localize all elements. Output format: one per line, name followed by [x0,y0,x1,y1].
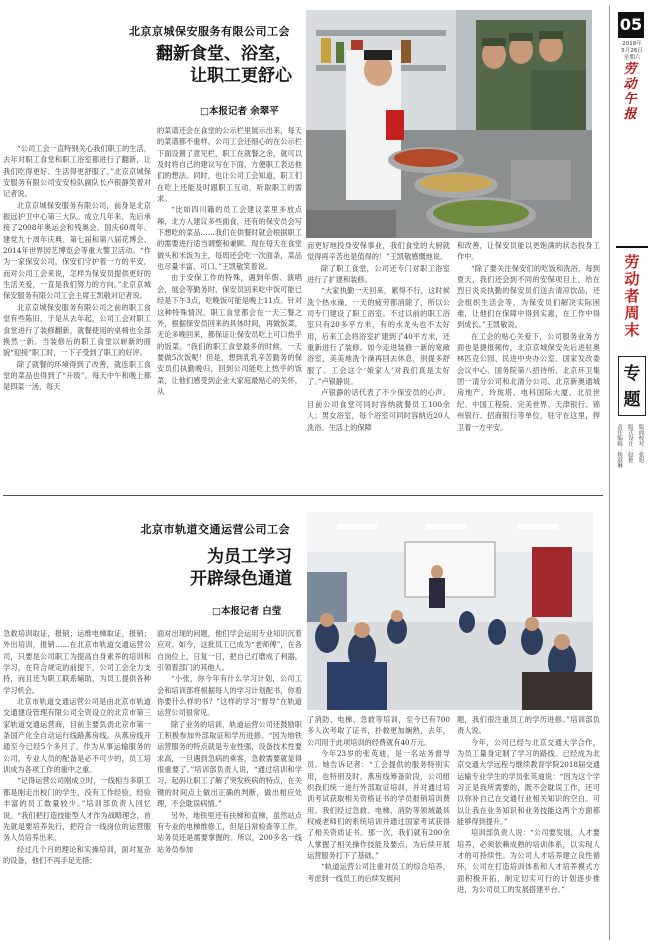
credit-editor: 责任编辑：杨淑琳 [616,424,622,468]
story1-headline-line1: 翻新食堂、浴室， [156,44,292,64]
issue-date-day: 5月26日 [621,48,643,54]
story1-col1-para2: 北京京城保安服务有限公司，前身是北京振远护卫中心第三大队。成立几年来，先后承接了2008年奥运会和残奥会、国庆60周年、建党九十周年庆典、第七届和第八届花博会、2014年世界园艺博览会等重大警卫活动。“作为一家保安公司，保安们守护着一方的平安，而对公司工会来说，怎样为保安员提供更好的生活关爱，一直是我们努力的方向。”北京京城保安服务有限公司工会主席王凯敬对记者说。 [3,200,151,301]
issue-date-year: 2018年 [622,41,642,47]
story2-col3-para3: “轨道运营公司注重对员工的综合培养，考虑到一线员工的后续发展问 [307,862,450,883]
credit-designer: 版式设计：赵艳 [626,424,633,463]
story1-col4-para3: 在工会的贴心关爱下，公司服务业务方面也是捷报频传，北京京城保安先后进驻奥林匹克公园、民进中央办公室、国家发改委会议中心、国务院第八招待所、北京环卫集团一清分公司和北清分公司、北京新奥通城房地产、玲珑塔、电科国际大厦、北辰世纪、中国工程院、完美世界、天津银行、锦州银行、招商银行等单位，驻守在这里，捍卫着一方平安。 [457,331,600,432]
story1-col3-para4: 卢银静的话代表了不少保安员的心声。目前公司食堂可同时容纳就餐员工100余人；男女浴室，每个浴室可同时容纳近20人洗浴。生活上的保障 [307,388,450,432]
topic-label: 专题 [618,356,646,416]
story2-col2-para1: 面对出现的问题，他们学会运用专业知识沉着应对。如今，这批员工已成为“老师傅”，在各自岗位上，日复一日，把自己打磨成了利器，引领着部门的其他人。 [157,629,302,673]
rail-divider [609,5,610,940]
story2-col4-para3: 培训部负责人说：“公司要发展，人才要培养，必须依赖成熟的培训体系，以实现人才的可持续性。为公司人才培养建立良性循环，公司在打造培训体系和人才培养模式方面积极开拓，制定切实可行的计划逐步推进，为公司员工的发展搭建平台。” [457,828,600,895]
section-divider [3,495,603,496]
story2-column-3 [307,714,450,940]
story1-byline: □本报记者 余翠平 [200,106,279,117]
story2-column-1 [3,628,151,940]
story2-col2-para4: 另外，地铁里还有扶梯和直梯，虽然站点有专业的电梯维修工，但是日常检查等工作，站务员还是需要掌握的。所以，200多名一线站务员参加 [157,810,302,854]
story1-col2-para3: 由于安保工作的特殊，遇到年假、演唱会，展会等勤务时，保安员回来吃中饭可能已经是下午3点，吃晚饭可能是晚上11点。针对这种特殊情况，职工食堂都会在一天三餐之外，根据保安员回来的具体时间，再做饭菜，无论多晚回来，都保证让保安员吃上可口热乎的饭菜。“我们的职工食堂最多的时候，一天要做5次饭呢！但是，想到乳乳辛苦勤务的保安员们执勤晚归，回到公司能吃上热乎的饭菜，让他们感受到企业大家庭最贴心的关怀，从 [157,273,302,396]
story1-col1-para1: “公司工会一直特别关心我们职工的生活，去年对职工食堂和职工浴室都进行了翻新，让我们吃得更好、生活得更舒服了。”北京京城保安服务有限公司安安检队副队长卢银静笑着对记者说。 [3,144,151,199]
story1-column-3 [307,240,450,470]
story1-col2-para1: 的菜谱还会在食堂的公示栏里展示出来，每天的菜谱都不重样。公司工会还细心的在公示栏下面设置了意见栏，职工在就餐之余，就可以及时将自己的建议写在下面，方便职工表达他们的想法。同时，也让公司工会知道，职工们在吃上还能及时跟职工互动，听取职工的需求。 [157,126,302,204]
page-number: 05 [618,12,644,38]
newspaper-logo: 劳动午报 [623,62,637,122]
story2-col2-para2: “小张，你今年有什么学习计划，公司工会和培训部将根据每人的学习计划配书，你看你要什么样的书？”这样的学习“督导”在轨道运营公司很常见。 [157,674,302,718]
story1-column-2 [157,125,302,470]
story2-col1-para1: 急救培训取证，报销；运维电梯取证，报销；外出培训，报销……在北京市轨道交通运营公司，只要是公司职工为提高自身素养的培训和学习，在符合规定的前提下，公司工会全力支持，而且还为职工联系辅助，为员工提供各种学习机会。 [3,629,151,695]
story2-col1-para4: 经过几个月的理论和实操培训，面对复杂的设备，他们不再手足无措； [3,844,151,865]
story1-column-1 [3,125,151,490]
story2-col2-para3: 除了业务的培训，轨道运营公司还鼓励职工积极参加外部取证和学历进修。“因为地铁运营服务的特点就是专业性强，设备技术性要求高，一旦遇到急病的乘客，急救需要就显得很重要了。”培训部负责人说，“通过培训和学习，起码让职工了解了突发疾病的特点，在关键的时间点上做出正确的判断，做出相应处理，不会耽误病情。” [157,719,302,809]
story2-col4-para1: 题，我们很注重员工的学历进修。”培训部负责人说。 [457,715,600,736]
story2-col4-para2: 今年，公司已经与北京交通大学合作，为员工量身定制了学习的路线。已经成为北京交通大学远程与继续教育学院2018届交通运输专业学生的学员张英迪说：“因为这个学习正是我所需要的，既不会耽误工作，还可以弥补自己在交通行业相关知识的空白。可以让我在业务知识和业务技能这两个方面都能够得到提升。” [457,737,600,827]
story2-kicker: 北京市轨道交通运营公司工会 [140,523,290,536]
story1-column-4 [457,240,600,470]
kitchen-photo [306,10,592,238]
story2-byline: □本报记者 白莹 [212,606,282,617]
story2-headline-line1: 为员工学习 [207,547,292,567]
section-title: 劳动者周末 [624,253,640,339]
story1-col4-para2: “除了要关注保安们的吃饭和洗浴，每到夏天，我们还会到不同的安保项目上，给在烈日炎炎执勤的保安员们送去清凉饮品，还会组织生活会等，为保安员们解决实际困难，让他们在保障中得到实惠，在工作中得到成长。”王凯敬说。 [457,263,600,330]
story1-kicker: 北京京城保安服务有限公司工会 [129,25,290,38]
rail-rule [616,246,648,248]
story2-col3-para2: 今年23岁的张英迪，是一名站务督导员。她告诉记者：“工会提供的服务特别实用，也特别及时。燕房线筹备阶段，公司组织我们统一进行外部取证培训，并对通过培训考试获取相关资格证书的学员报销培训费用。我们经过急救、电梯、消防等领域最具权威老师们的系统培训并通过国家考试获得了相关资质证书。那一次，我们就有200余人掌握了相关操作技能及要点，为后续开展运营服务打下了基础。” [307,749,450,861]
story2-headline-line2: 开辟绿色通道 [190,569,292,589]
issue-weekday: 星期六 [623,55,641,61]
story1-col3-para1: 而更好地投身安保事业，我们食堂的大厨就觉得再辛苦也是值得的！”王凯敬感慨地说。 [307,241,450,262]
training-classroom-photo [307,512,593,710]
story1-col3-para3: “大家执勤一天回来，累得不行，这时候洗个热水澡，一天的疲劳都消除了，所以公司专门建设了职工浴室。不过以前的职工浴室只有20多平方米，有的水龙头也不太好用，后来工会将浴室扩建到了40平方米，还重新进行了装修。如今走进装修一新的宽敞浴室，美美地洗个澡再回去休息，别提多舒服了。工会这个‘娘家人’对我们真是太好了。”卢银静说。 [307,286,450,387]
story1-headline-line2: 让职工更舒心 [190,66,292,86]
editor-credits [615,424,651,494]
story2-col3-para1: 了消防、电梯、急救等培训，至今已有700多人次考取了证书，扑救更加娴熟，去年，公司用于此项培训的经费就有40万元。 [307,715,450,747]
story2-col1-para2: 北京市轨道交通运营公司是由北京市轨道交通建设管理有限公司全资设立的北京市第三家轨道交通运营商，目前主要负责北京市第一条国产化全自动运行线路燕房线。从燕房线开通至今已经5个多月了，作为从事运输服务的公司，专业人员的配备是必不可少的，员工培训成为各项工作的重中之重。 [3,697,151,775]
story2-col1-para3: “记得运营公司刚成立时，一线相当多职工都是刚走出校门的学生，没有工作经验，经验丰富的员工数量较少。”培训部负责人回忆说。“我们把打造技能型人才作为战略理念，首先就是要培养先行，把符合一线岗位的运营服务人员培养出来。 [3,776,151,843]
story1-col3-para2: 除了职工食堂，公司还专门对职工浴室进行了扩建和装修。 [307,263,450,285]
story1-col2-para2: “比如四川籍的员工会建议菜里多放点辣，北方人建议多些面食，还有的保安员会写下想吃的菜品……我们在供餐时就会根据职工的需要进行适当调整和兼顾。现在每天在食堂做头和米饭为主，每周还会吃一次面条，菜品也尽量丰富、可口。”王凯敬笑着说。 [157,205,302,272]
credit-proofreader: 版面校对：张旭 [637,424,644,463]
story2-column-2 [157,628,302,940]
story1-col1-para4: 除了就餐的环境得到了改善，就连职工食堂的菜品也得到了“升级”。每天中午和晚上都是四菜一汤，每天 [3,359,151,392]
story1-col4-para1: 和改善，让保安员能以更饱满的状态投身工作中。 [457,241,600,262]
story1-col1-para3: 北京京城保安服务有限公司之前的职工食堂有些陈旧，于是从去年起，公司工会对职工食堂进行了装修翻新，就餐使用的桌椅也全部换然一新。当装修后的职工食堂以崭新的面貌“迎接”职工时，一下子受到了职工的好评。 [3,302,151,358]
story2-column-4 [457,714,600,940]
